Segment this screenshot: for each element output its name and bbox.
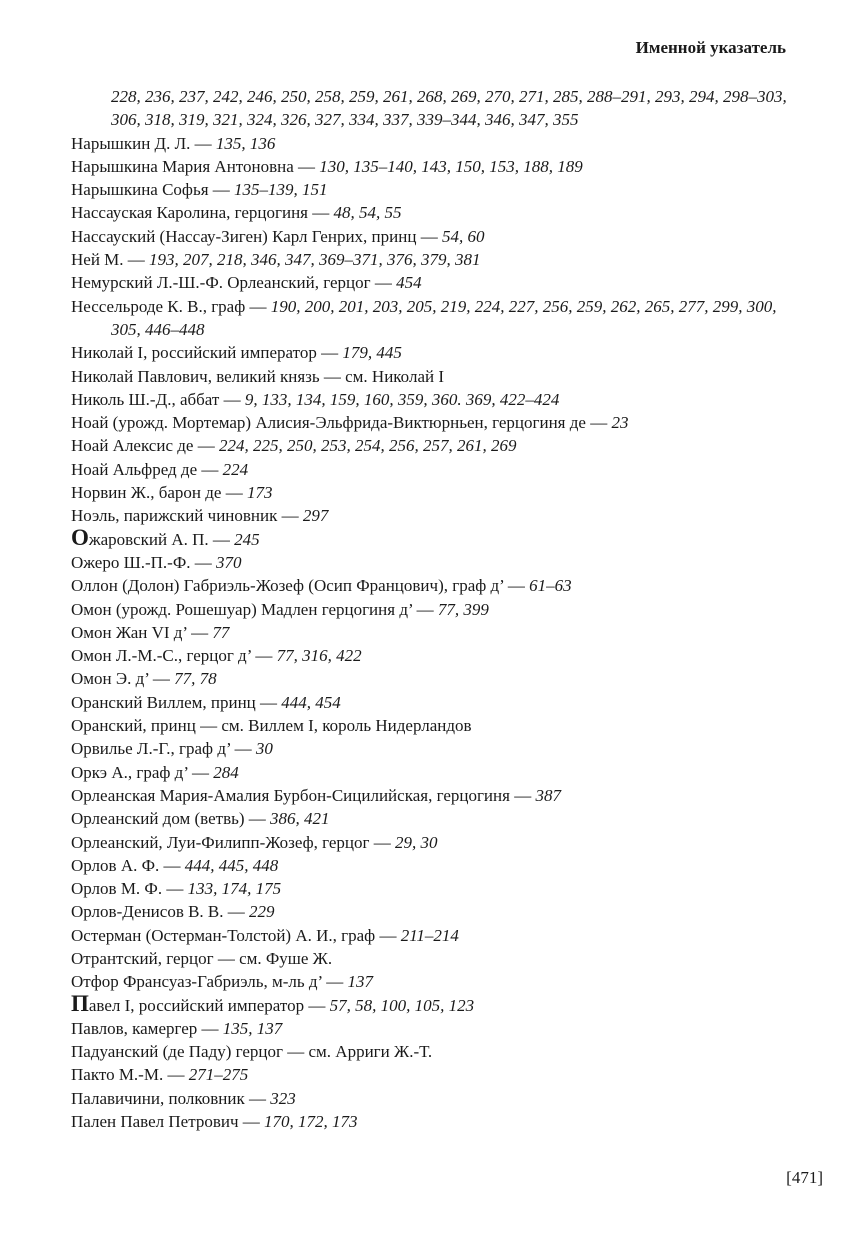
- section-initial-letter: О: [71, 524, 89, 550]
- entry-pages: 170, 172, 173: [264, 1112, 358, 1132]
- entry-pages: 54, 60: [441, 226, 485, 246]
- entry-dash: —: [374, 273, 392, 293]
- running-header: Именной указатель: [635, 38, 786, 57]
- entry-name: Ноай Альфред де: [71, 459, 198, 479]
- entry-cross-reference: см. Арриги Ж.-Т.: [308, 1042, 433, 1062]
- entry-name: Ноай (урожд. Мортемар) Алисия-Эльфрида-Виктюрньен, герцогиня де: [71, 413, 586, 433]
- page-number: [471]: [786, 1168, 823, 1187]
- index-entry: [71, 551, 791, 574]
- entry-name: жаровский А. П.: [88, 529, 209, 549]
- entry-dash: —: [379, 925, 397, 945]
- entry-dash: —: [163, 855, 181, 875]
- entry-dash: —: [197, 436, 215, 456]
- entry-dash: —: [287, 1042, 305, 1062]
- index-entry: [71, 1087, 791, 1110]
- index-entry: [71, 225, 791, 248]
- index-entry: [71, 341, 791, 364]
- entry-name: Орлеанский дом (ветвь): [71, 809, 245, 829]
- entry-pages: 297: [302, 506, 329, 526]
- entry-pages: 77: [212, 622, 230, 642]
- entry-name: Ожеро Ш.-П.-Ф.: [71, 552, 191, 572]
- name-index: [71, 85, 791, 1133]
- entry-dash: —: [298, 156, 316, 176]
- entry-pages: 323: [270, 1088, 296, 1108]
- entry-name: Палавичини, полковник: [71, 1088, 245, 1108]
- entry-name: Немурский Л.-Ш.-Ф. Орлеанский, герцог: [71, 273, 371, 293]
- entry-pages: 135, 136: [215, 133, 276, 153]
- entry-dash: —: [416, 599, 434, 619]
- index-entry: [71, 667, 791, 690]
- entry-name: Орлеанская Мария-Амалия Бурбон-Сицилийская, герцогиня: [71, 785, 510, 805]
- index-entry: [71, 1063, 791, 1086]
- entry-dash: —: [191, 762, 209, 782]
- entry-pages: 29, 30: [394, 832, 438, 852]
- entry-dash: —: [514, 785, 532, 805]
- index-entry: [71, 854, 791, 877]
- entry-name: Падуанский (де Паду) герцог: [71, 1042, 283, 1062]
- entry-name: Орвилье Л.-Г., граф д’: [71, 739, 231, 759]
- entry-pages: 173: [246, 483, 273, 503]
- index-entry: [71, 388, 791, 411]
- entry-dash: —: [590, 413, 608, 433]
- index-entry: [71, 434, 791, 457]
- entry-name: Орлов М. Ф.: [71, 879, 163, 899]
- entry-dash: —: [194, 552, 212, 572]
- entry-name: Павлов, камергер: [71, 1018, 198, 1038]
- entry-dash: —: [191, 622, 209, 642]
- index-entry: [71, 481, 791, 504]
- entry-name: Нессельроде К. В., граф: [71, 296, 246, 316]
- entry-name: Норвин Ж., барон де: [71, 483, 222, 503]
- entry-dash: —: [249, 296, 267, 316]
- index-entry: [71, 831, 791, 854]
- entry-dash: —: [312, 203, 330, 223]
- entry-name: Пален Павел Петрович: [71, 1112, 239, 1132]
- index-entry: [71, 947, 791, 970]
- entry-dash: —: [166, 879, 184, 899]
- entry-name: Пакто М.-М.: [71, 1065, 164, 1085]
- entry-pages: 190, 200, 201, 203, 205, 219, 224, 227, 256, 259, 262, 265, 277, 299, 300, 305, 446–448: [111, 296, 777, 339]
- index-entry: [71, 201, 791, 224]
- entry-name: Отрантский, герцог: [71, 948, 214, 968]
- entry-name: Омон Л.-М.-С., герцог д’: [71, 646, 252, 666]
- index-entry: [71, 970, 791, 993]
- index-entry: [71, 524, 791, 551]
- entry-pages: 77, 78: [174, 669, 217, 689]
- index-entry: [71, 271, 791, 294]
- index-entry: [71, 248, 791, 271]
- index-entry: [71, 621, 791, 644]
- entry-pages: 271–275: [188, 1065, 249, 1085]
- index-entry: [71, 924, 791, 947]
- index-entry: [71, 900, 791, 923]
- entry-pages: 30: [255, 739, 273, 759]
- entry-dash: —: [234, 739, 252, 759]
- index-entry: [71, 877, 791, 900]
- entry-name: Оранский, принц: [71, 716, 196, 736]
- entry-name: Орлеанский, Луи-Филипп-Жозеф, герцог: [71, 832, 370, 852]
- entry-pages: 23: [611, 413, 629, 433]
- entry-dash: —: [200, 716, 218, 736]
- entry-name: Ноай Алексис де: [71, 436, 194, 456]
- entry-name: Николай Павлович, великий князь: [71, 366, 320, 386]
- entry-cross-reference: см. Николай I: [345, 366, 444, 386]
- entry-name: Остерман (Остерман-Толстой) А. И., граф: [71, 925, 376, 945]
- entry-dash: —: [308, 995, 326, 1015]
- entry-name: Оллон (Долон) Габриэль-Жозеф (Осип Францович), граф д’: [71, 576, 504, 596]
- entry-pages: 224, 225, 250, 253, 254, 256, 257, 261, 269: [218, 436, 517, 456]
- entry-dash: —: [127, 250, 145, 270]
- index-entry: [71, 1017, 791, 1040]
- entry-dash: —: [212, 180, 230, 200]
- index-entry: [71, 598, 791, 621]
- index-entry: [71, 295, 791, 342]
- index-entry: [71, 784, 791, 807]
- index-entry: [71, 714, 791, 737]
- entry-dash: —: [260, 692, 278, 712]
- index-entry: [71, 1110, 791, 1133]
- entry-dash: —: [248, 809, 266, 829]
- entry-dash: —: [212, 529, 230, 549]
- entry-dash: —: [201, 1018, 219, 1038]
- entry-dash: —: [326, 972, 344, 992]
- index-entry: [71, 761, 791, 784]
- entry-dash: —: [255, 646, 273, 666]
- entry-pages: 9, 133, 134, 159, 160, 359, 360. 369, 422–424: [244, 389, 560, 409]
- entry-dash: —: [223, 389, 241, 409]
- entry-name: Николь Ш.-Д., аббат: [71, 389, 220, 409]
- index-entry: [71, 737, 791, 760]
- entry-dash: —: [323, 366, 341, 386]
- entry-cross-reference: см. Виллем I, король Нидерландов: [221, 716, 472, 736]
- index-entry: [71, 1040, 791, 1063]
- entry-dash: —: [227, 902, 245, 922]
- index-entry: [71, 178, 791, 201]
- index-entry: [71, 691, 791, 714]
- entry-pages: 228, 236, 237, 242, 246, 250, 258, 259, 261, 268, 269, 270, 271, 285, 288–291, 293, 294, 298–303, 306, 318, 319, 321, 324, 326, 327, 334, 337, 339–344, 346, 347, 355: [111, 87, 787, 130]
- entry-pages: 444, 445, 448: [184, 855, 279, 875]
- entry-pages: 137: [347, 972, 373, 992]
- entry-name: Нарышкина Софья: [71, 180, 209, 200]
- entry-name: Нарышкина Мария Антоновна: [71, 156, 294, 176]
- index-entry: [71, 990, 791, 1017]
- entry-name: Нарышкин Д. Л.: [71, 133, 191, 153]
- entry-pages: 387: [535, 785, 561, 805]
- entry-name: Омон (урожд. Рошешуар) Мадлен герцогиня д’: [71, 599, 413, 619]
- entry-dash: —: [152, 669, 170, 689]
- index-entry: [71, 458, 791, 481]
- entry-pages: 284: [213, 762, 239, 782]
- entry-pages: 444, 454: [281, 692, 341, 712]
- entry-dash: —: [321, 343, 339, 363]
- entry-pages: 370: [216, 552, 242, 572]
- entry-dash: —: [507, 576, 525, 596]
- entry-name: Оркэ А., граф д’: [71, 762, 188, 782]
- entry-dash: —: [217, 948, 235, 968]
- entry-name: Омон Жан VI д’: [71, 622, 187, 642]
- entry-pages: 77, 399: [437, 599, 489, 619]
- entry-pages: 224: [222, 459, 249, 479]
- entry-name: Оранский Виллем, принц: [71, 692, 256, 712]
- entry-pages: 61–63: [529, 576, 572, 596]
- entry-dash: —: [242, 1112, 260, 1132]
- entry-pages: 245: [234, 529, 260, 549]
- entry-pages: 48, 54, 55: [333, 203, 402, 223]
- entry-dash: —: [281, 506, 299, 526]
- index-entry: [71, 411, 791, 434]
- index-entry: [71, 644, 791, 667]
- index-entry: [71, 574, 791, 597]
- index-entry: [71, 504, 791, 527]
- entry-pages: 135, 137: [222, 1018, 283, 1038]
- entry-pages: 211–214: [400, 925, 459, 945]
- entry-pages: 133, 174, 175: [187, 879, 282, 899]
- entry-pages: 57, 58, 100, 105, 123: [329, 995, 475, 1015]
- entry-dash: —: [373, 832, 391, 852]
- entry-dash: —: [248, 1088, 266, 1108]
- index-entry: [71, 365, 791, 388]
- section-initial-letter: П: [71, 990, 89, 1016]
- index-entry: [71, 807, 791, 830]
- entry-pages: 130, 135–140, 143, 150, 153, 188, 189: [319, 156, 583, 176]
- entry-name: Ней М.: [71, 250, 124, 270]
- entry-pages: 77, 316, 422: [276, 646, 362, 666]
- entry-name: авел I, российский император: [88, 995, 305, 1015]
- entry-name: Ноэль, парижский чиновник: [71, 506, 278, 526]
- entry-pages: 454: [396, 273, 422, 293]
- entry-dash: —: [201, 459, 219, 479]
- entry-pages: 193, 207, 218, 346, 347, 369–371, 376, 379, 381: [149, 250, 481, 270]
- entry-dash: —: [167, 1065, 185, 1085]
- entry-name: Орлов-Денисов В. В.: [71, 902, 224, 922]
- entry-dash: —: [225, 483, 243, 503]
- entry-name: Орлов А. Ф.: [71, 855, 160, 875]
- entry-name: Нассауский (Нассау-Зиген) Карл Генрих, принц: [71, 226, 417, 246]
- entry-name: Омон Э. д’: [71, 669, 149, 689]
- entry-dash: —: [194, 133, 212, 153]
- entry-name: Нассауская Каролина, герцогиня: [71, 203, 309, 223]
- index-entry: [71, 155, 791, 178]
- index-entry: [71, 85, 791, 132]
- entry-pages: 229: [249, 902, 275, 922]
- entry-pages: 386, 421: [270, 809, 330, 829]
- entry-dash: —: [420, 226, 438, 246]
- entry-name: Отфор Франсуаз-Габриэль, м-ль д’: [71, 972, 322, 992]
- entry-pages: 179, 445: [342, 343, 402, 363]
- entry-name: Николай I, российский император: [71, 343, 317, 363]
- index-entry: [71, 132, 791, 155]
- entry-pages: 135–139, 151: [234, 180, 328, 200]
- entry-cross-reference: см. Фуше Ж.: [239, 948, 333, 968]
